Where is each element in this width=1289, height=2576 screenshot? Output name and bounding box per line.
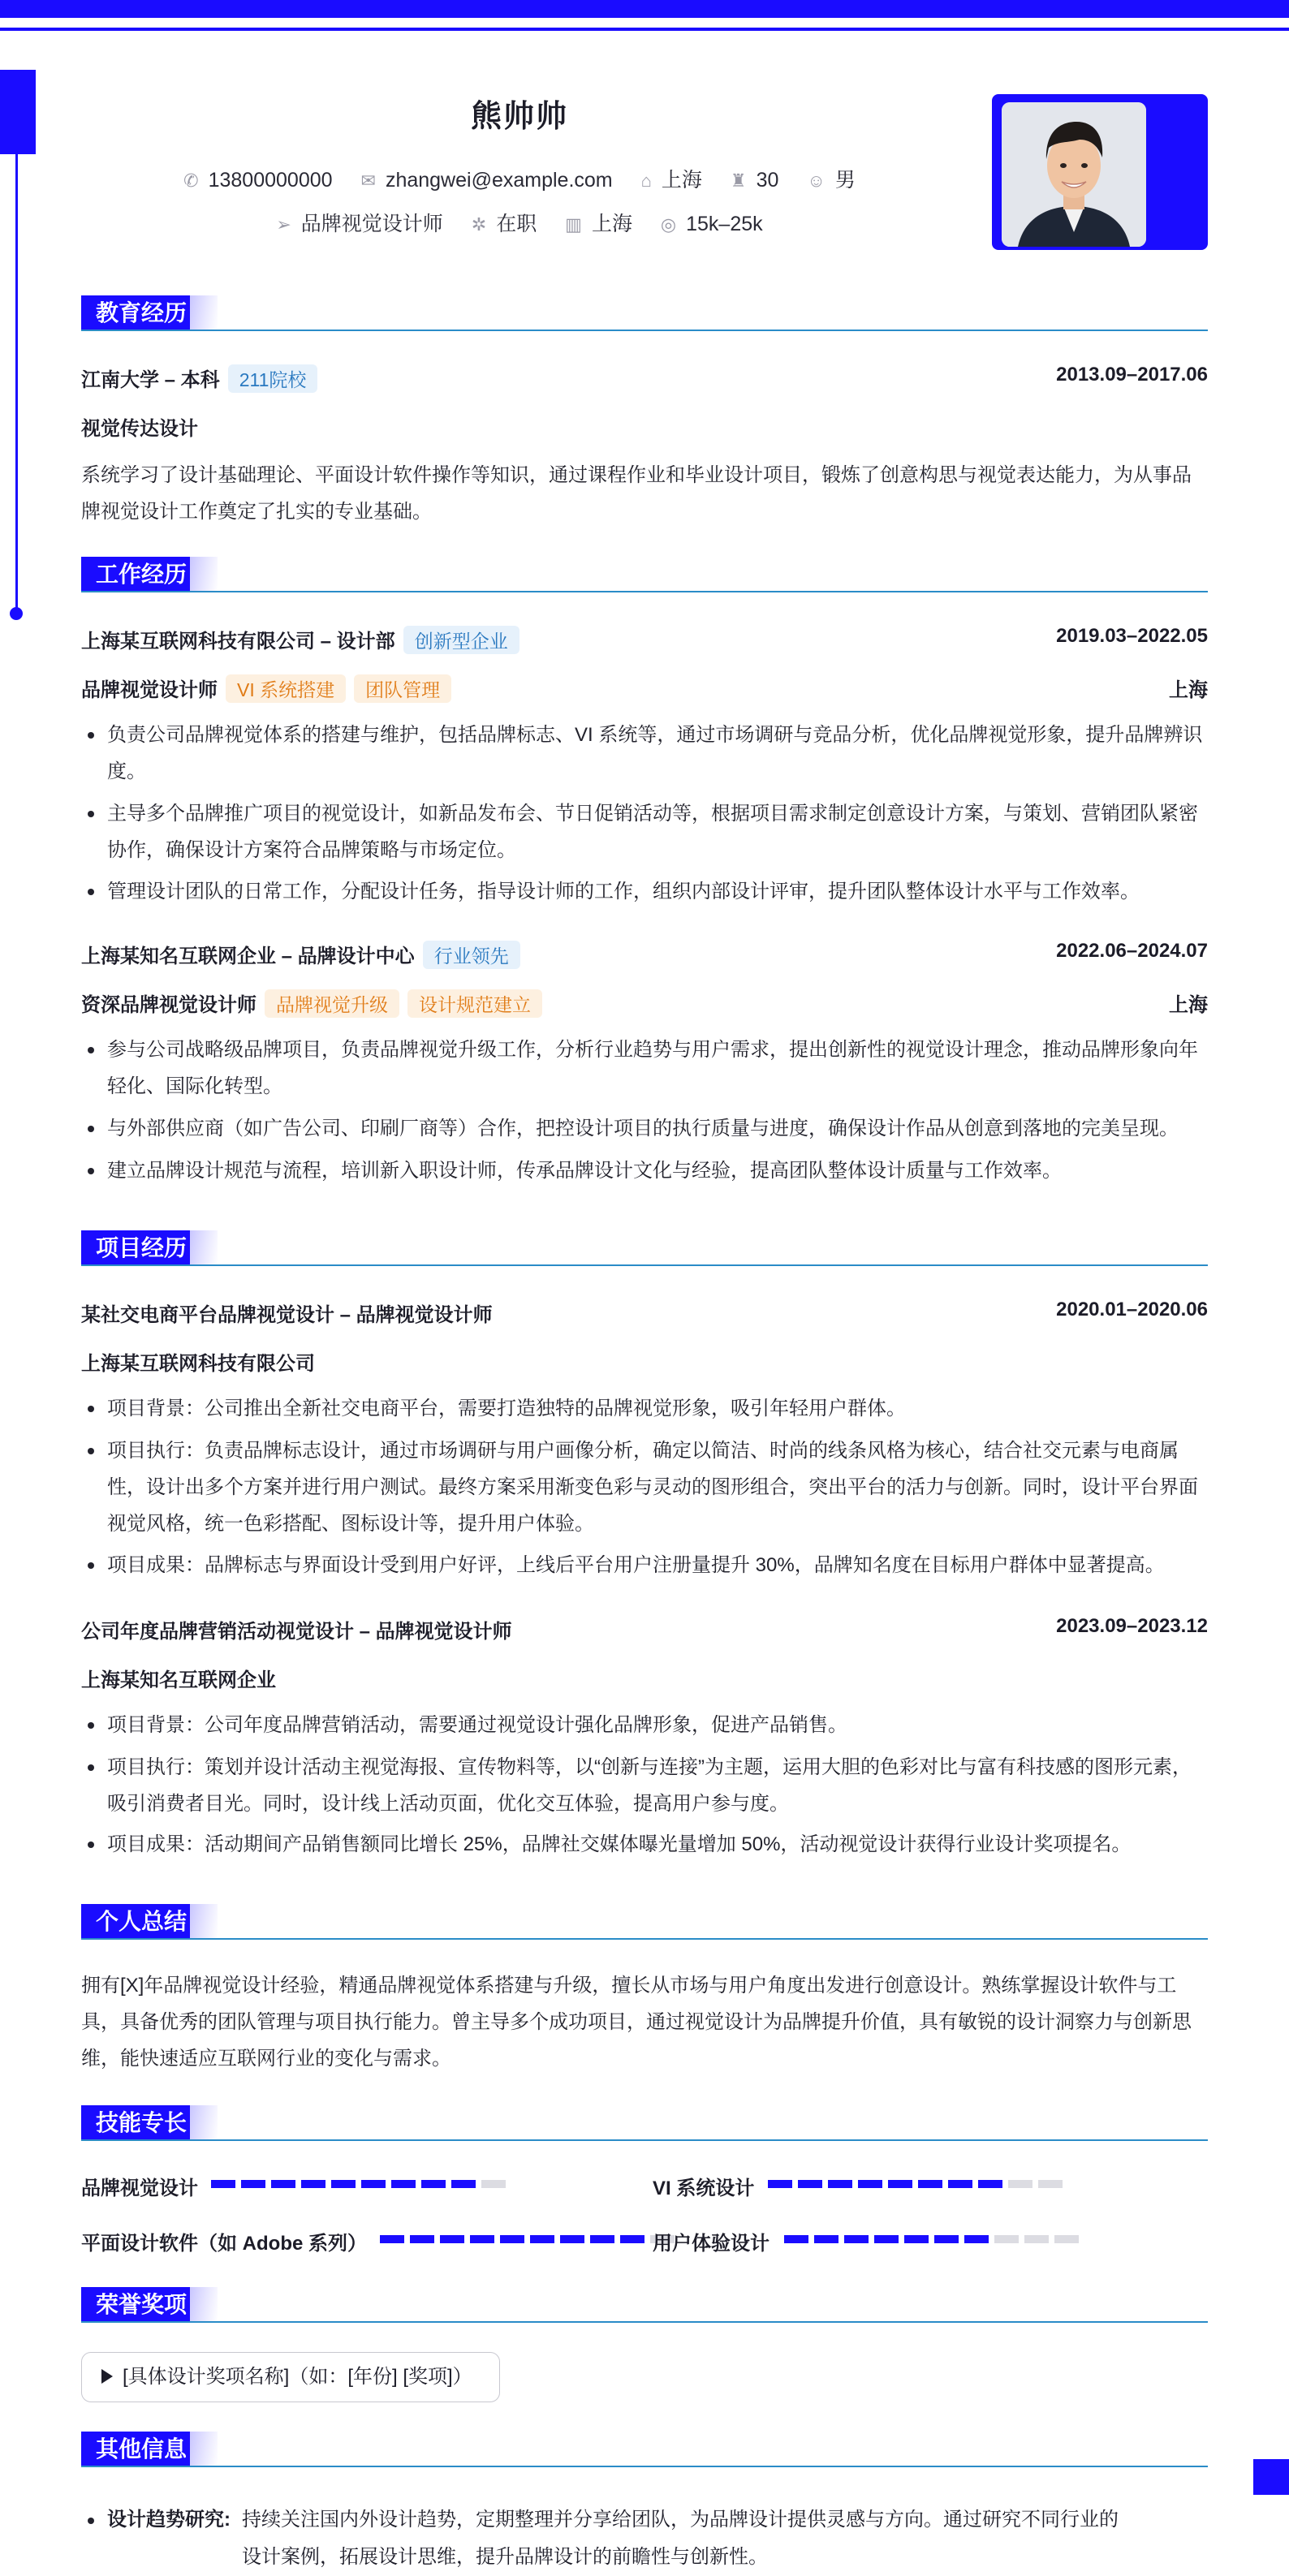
section-title: 个人总结 <box>81 1904 201 1940</box>
skill-segment-filled <box>331 2180 356 2188</box>
education-header: 江南大学 – 本科 211院校 2013.09–2017.06 <box>81 364 1208 391</box>
skill-segment-filled <box>768 2180 792 2188</box>
skill-segment-filled <box>784 2235 808 2243</box>
gender-icon: ☺ <box>807 170 826 191</box>
work-bullet: 负责公司品牌视觉体系的搭建与维护，包括品牌标志、VI 系统等，通过市场调研与竞品分析，优化品牌视觉形象，提升品牌辨识度。 <box>81 717 1208 790</box>
skill-segment-filled <box>888 2180 912 2188</box>
skill-segment-filled <box>844 2235 869 2243</box>
age-item: ♜ 30 <box>730 169 779 192</box>
project-company: 上海某互联网科技有限公司 <box>81 1353 315 1375</box>
project-bullet: 项目背景：公司年度品牌营销活动，需要通过视觉设计强化品牌形象，促进产品销售。 <box>81 1707 1208 1743</box>
project-company: 上海某知名互联网企业 <box>81 1669 276 1691</box>
work-header: 上海某互联网科技有限公司 – 设计部 创新型企业 2019.03–2022.05 <box>81 625 1208 653</box>
section-tag-fade <box>190 1904 218 1940</box>
caret-right-icon <box>101 2369 113 2384</box>
gear-icon: ✲ <box>471 214 487 235</box>
skill-tag: 品牌视觉升级 <box>265 989 399 1018</box>
project-dates: 2020.01–2020.06 <box>1056 1299 1208 1320</box>
work-city-item: ▥ 上海 <box>565 213 632 235</box>
section-rule <box>81 1938 1208 1940</box>
work-header: 上海某知名互联网企业 – 品牌设计中心 行业领先 2022.06–2024.07 <box>81 940 1208 967</box>
section-summary <box>81 1904 1208 1940</box>
skill-segment-filled <box>590 2235 614 2243</box>
email-item: ✉ zhangwei@example.com <box>360 169 613 192</box>
section-title: 技能专长 <box>81 2105 201 2141</box>
phone-item: ✆ 13800000000 <box>183 169 333 192</box>
section-title: 教育经历 <box>81 295 201 331</box>
project-bullet: 项目成果：活动期间产品销售额同比增长 25%，品牌社交媒体曝光量增加 50%，活动视觉设计获得行业设计奖项提名。 <box>81 1826 1208 1863</box>
skill-segment-filled <box>964 2235 989 2243</box>
skill-segment-filled <box>391 2180 416 2188</box>
skill-segment-filled <box>241 2180 265 2188</box>
section-title: 项目经历 <box>81 1230 201 1266</box>
contact-row <box>81 164 958 193</box>
skill-segment-filled <box>530 2235 554 2243</box>
work-bullet: 与外部供应商（如广告公司、印刷厂商等）合作，把控设计项目的执行质量与进度，确保设计作品从创意到落地的完美呈现。 <box>81 1110 1208 1147</box>
project-dates: 2023.09–2023.12 <box>1056 1615 1208 1637</box>
skill-segment-filled <box>798 2180 822 2188</box>
section-skills <box>81 2105 1208 2141</box>
section-rule <box>81 591 1208 592</box>
section-rule <box>81 330 1208 331</box>
project-bullet: 项目成果：品牌标志与界面设计受到用户好评，上线后平台用户注册量提升 30%，品牌知名度在目标用户群体中显著提高。 <box>81 1547 1208 1583</box>
skill-name: 品牌视觉设计 <box>81 2178 198 2199</box>
section-rule <box>81 2321 1208 2323</box>
other-info-label: 设计趋势研究: <box>107 2509 231 2531</box>
section-tag-fade <box>190 2432 218 2467</box>
status-item: ✲ 在职 <box>471 213 537 235</box>
skill-segment-filled <box>948 2180 972 2188</box>
work-bullet: 主导多个品牌推广项目的视觉设计，如新品发布会、节日促销活动等，根据项目需求制定创意设计方案，与策划、营销团队紧密协作，确保设计方案符合品牌策略与市场定位。 <box>81 795 1208 868</box>
salary-item: ◎ 15k–25k <box>660 213 763 235</box>
project-bullet: 项目执行：策划并设计活动主视觉海报、宣传物料等，以“创新与连接”为主题，运用大胆的色彩对比与富有科技感的图形元素，吸引消费者目光。同时，设计线上活动页面，优化交互体验，提高用户参与度。 <box>81 1749 1208 1822</box>
skill-segment-filled <box>440 2235 464 2243</box>
education-description: 系统学习了设计基础理论、平面设计软件操作等知识，通过课程作业和毕业设计项目，锻炼了创意构思与视觉表达能力，为从事品牌视觉设计工作奠定了扎实的专业基础。 <box>81 464 1192 523</box>
skill-tag: VI 系统搭建 <box>226 674 346 703</box>
skill-segment-empty <box>1054 2235 1079 2243</box>
job-intent-row <box>81 208 958 237</box>
skill-segment-filled <box>271 2180 295 2188</box>
summary-text: 拥有[X]年品牌视觉设计经验，精通品牌视觉体系搭建与升级，擅长从市场与用户角度出发进行创意设计。熟练掌握设计软件与工具，具备优秀的团队管理与项目执行能力。曾主导多个成功项目，通过视觉设计为品牌提升价值，具有敏锐的设计洞察力与创新思维，能快速适应互联网行业的变化与需求。 <box>81 1975 1192 2070</box>
profile-photo-frame <box>992 94 1208 250</box>
skill-segment-filled <box>858 2180 882 2188</box>
skill-segment-filled <box>500 2235 524 2243</box>
skill-segment-filled <box>918 2180 942 2188</box>
work-bullet: 参与公司战略级品牌项目，负责品牌视觉升级工作，分析行业趋势与用户需求，提出创新性的视觉设计理念，推动品牌形象向年轻化、国际化转型。 <box>81 1032 1208 1105</box>
section-tag-fade <box>190 1230 218 1266</box>
candidate-name: 熊帅帅 <box>470 100 568 134</box>
skill-segment-filled <box>301 2180 325 2188</box>
section-projects <box>81 1230 1208 1266</box>
mail-icon: ✉ <box>360 170 376 191</box>
phone-icon: ✆ <box>183 170 199 191</box>
company-badge: 创新型企业 <box>403 626 519 654</box>
top-accent-bar <box>0 0 1289 18</box>
skill-segment-filled <box>904 2235 929 2243</box>
city-item: ⌂ 上海 <box>640 169 702 192</box>
skill-name: 平面设计软件（如 Adobe 系列） <box>81 2233 367 2255</box>
work-dates: 2022.06–2024.07 <box>1056 940 1208 962</box>
section-education <box>81 295 1208 331</box>
honor-item-label: [具体设计奖项名称]（如：[年份] [奖项]） <box>123 2366 472 2388</box>
work-role: 品牌视觉设计师 VI 系统搭建 团队管理 上海 <box>81 674 1208 703</box>
skill-name: 用户体验设计 <box>653 2233 770 2255</box>
section-rule <box>81 1264 1208 1266</box>
honor-item-toggle[interactable] <box>81 2352 500 2402</box>
section-title: 荣誉奖项 <box>81 2287 201 2323</box>
skill-segment-filled <box>410 2235 434 2243</box>
skill-segment-empty <box>1008 2180 1032 2188</box>
skill-segment-filled <box>470 2235 494 2243</box>
project-bullet: 项目背景：公司推出全新社交电商平台，需要打造独特的品牌视觉形象，吸引年轻用户群体。 <box>81 1390 1208 1427</box>
gender-item: ☺ 男 <box>807 169 856 192</box>
skill-segment-filled <box>380 2235 404 2243</box>
section-title: 工作经历 <box>81 557 201 592</box>
skill-segment-empty <box>1038 2180 1063 2188</box>
work-bullet: 建立品牌设计规范与流程，培训新入职设计师，传承品牌设计文化与经验，提高团队整体设计质量与工作效率。 <box>81 1152 1208 1189</box>
skill-segment-filled <box>451 2180 476 2188</box>
education-dates: 2013.09–2017.06 <box>1056 364 1208 386</box>
top-accent-line <box>0 28 1289 31</box>
skill-segment-filled <box>828 2180 852 2188</box>
avatar <box>1002 102 1146 247</box>
left-timeline-line <box>15 154 18 615</box>
skill-segment-filled <box>211 2180 235 2188</box>
work-location: 上海 <box>1169 679 1208 701</box>
section-rule <box>81 2466 1208 2467</box>
skill-segment-filled <box>934 2235 959 2243</box>
right-accent-block <box>1253 2459 1289 2495</box>
section-other <box>81 2432 1208 2467</box>
skill-segment-empty <box>481 2180 506 2188</box>
work-bullet: 管理设计团队的日常工作，分配设计任务，指导设计师的工作，组织内部设计评审，提升团队整体设计水平与工作效率。 <box>81 873 1208 910</box>
skill-name: VI 系统设计 <box>653 2178 755 2199</box>
company-badge: 行业领先 <box>423 941 520 969</box>
skill-segment-empty <box>994 2235 1019 2243</box>
school-badge: 211院校 <box>228 364 318 393</box>
coin-icon: ◎ <box>660 214 677 235</box>
position-item: ➢ 品牌视觉设计师 <box>276 213 443 235</box>
project-bullet: 项目执行：负责品牌标志设计，通过市场调研与用户画像分析，确定以简洁、时尚的线条风格为核心，结合社交元素与电商属性，设计出多个方案并进行用户测试。最终方案采用渐变色彩与灵动的图形组合，突出平台的活力与创新。同时，设计平台界面视觉风格，统一色彩搭配、图标设计等，提升用户体验。 <box>81 1432 1208 1542</box>
section-honors <box>81 2287 1208 2323</box>
skill-segment-filled <box>421 2180 446 2188</box>
avatar-illustration <box>1002 102 1146 247</box>
work-location: 上海 <box>1169 994 1208 1016</box>
home-icon: ⌂ <box>640 170 652 191</box>
education-major: 视觉传达设计 <box>81 418 198 440</box>
skill-segment-filled <box>874 2235 899 2243</box>
skill-tag: 设计规范建立 <box>407 989 542 1018</box>
section-tag-fade <box>190 2287 218 2323</box>
skill-tag: 团队管理 <box>354 674 451 703</box>
other-info-text: 持续关注国内外设计趋势，定期整理并分享给团队，为品牌设计提供灵感与方向。通过研究不同行业的设计案例，拓展设计思维，提升品牌设计的前瞻性与创新性。 <box>242 2509 1119 2568</box>
send-icon: ➢ <box>276 214 291 235</box>
section-tag-fade <box>190 295 218 331</box>
work-dates: 2019.03–2022.05 <box>1056 625 1208 647</box>
project-header: 某社交电商平台品牌视觉设计 – 品牌视觉设计师 2020.01–2020.06 <box>81 1299 1208 1326</box>
section-rule <box>81 2139 1208 2141</box>
left-accent-tab <box>0 70 36 154</box>
section-tag-fade <box>190 2105 218 2141</box>
section-tag-fade <box>190 557 218 592</box>
section-work <box>81 557 1208 592</box>
office-icon: ▥ <box>565 214 582 235</box>
building-icon: ♜ <box>730 170 747 191</box>
skill-segment-filled <box>361 2180 386 2188</box>
skill-segment-filled <box>560 2235 584 2243</box>
skill-segment-filled <box>620 2235 644 2243</box>
left-timeline-dot <box>10 607 23 620</box>
skill-segment-empty <box>1024 2235 1049 2243</box>
skill-segment-filled <box>978 2180 1002 2188</box>
work-role: 资深品牌视觉设计师 品牌视觉升级 设计规范建立 上海 <box>81 989 1208 1018</box>
skill-segment-filled <box>814 2235 838 2243</box>
project-header: 公司年度品牌营销活动视觉设计 – 品牌视觉设计师 2023.09–2023.12 <box>81 1615 1208 1643</box>
section-title: 其他信息 <box>81 2432 201 2467</box>
